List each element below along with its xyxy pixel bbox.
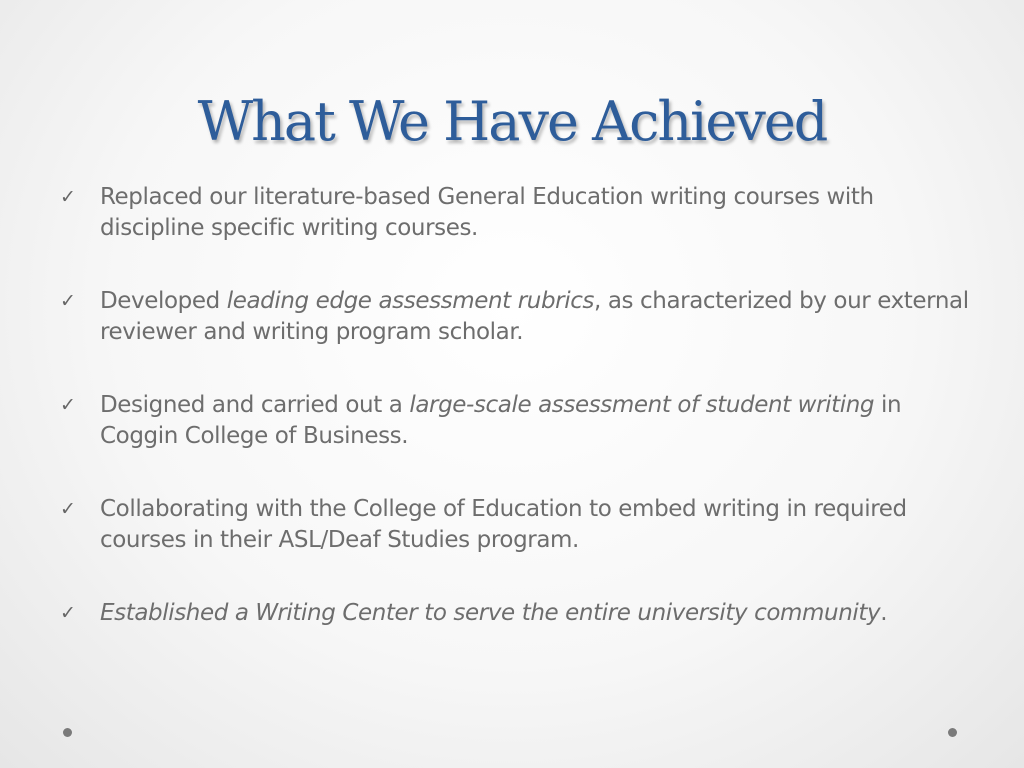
bullet-text-segment: Replaced our literature-based General Education writing courses with discipline specific writing courses. [100,184,874,241]
bullet-emphasis-text: Established a Writing Center to serve the entire university community [100,600,881,626]
checkmark-icon: ✓ [60,498,76,520]
bullet-text-segment: in Coggin College of Business. [100,392,902,449]
bullet-text-segment: Developed [100,288,227,314]
slide-title: What We Have Achieved [197,90,827,153]
bullet-emphasis-text: leading edge assessment rubrics [226,288,595,314]
bullet-list [60,182,972,671]
bullet-text-segment: Designed and carried out a [100,392,410,418]
bullet-text-segment: Collaborating with the College of Education to embed writing in required courses in their ASL/Deaf Studies program. [100,496,907,553]
bullet-item [60,494,972,556]
bullet-text-segment: , as characterized by our external reviewer and writing program scholar. [100,288,969,345]
checkmark-icon: ✓ [60,602,76,624]
dot-icon [948,728,957,737]
checkmark-icon: ✓ [60,394,76,416]
bullet-item [60,390,972,452]
bullet-text-segment: . [880,600,888,626]
checkmark-icon: ✓ [60,290,76,312]
bullet-item [60,598,972,629]
dot-icon [63,728,72,737]
bullet-emphasis-text: large-scale assessment of student writing [409,392,875,418]
checkmark-icon: ✓ [60,186,76,208]
bullet-item [60,286,972,348]
bullet-item [60,182,972,244]
